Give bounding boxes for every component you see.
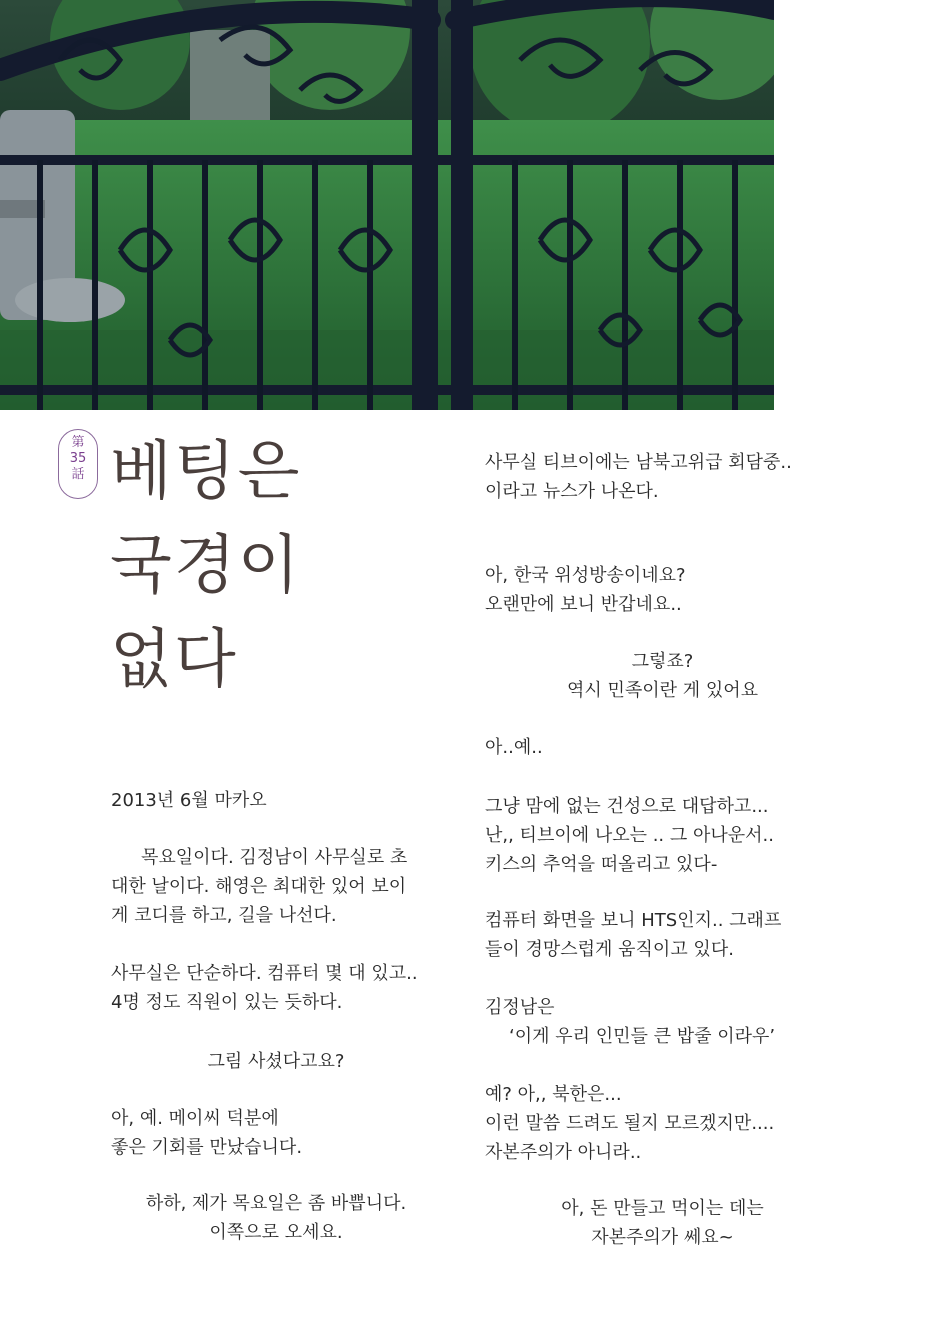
episode-badge	[58, 429, 98, 499]
left-question	[111, 1047, 441, 1076]
right-paragraph-4	[485, 733, 840, 762]
dialogue-line: 그림 사셨다고요?	[207, 1051, 345, 1072]
right-paragraph-6	[485, 906, 840, 964]
text-line: 게 코디를 하고, 길을 나선다.	[111, 905, 337, 926]
right-paragraph-7	[485, 993, 840, 1051]
title-line: 국경이	[110, 529, 302, 603]
text-line: 목요일이다. 김정남이 사무실로 초	[141, 847, 408, 868]
text-line: 오랜만에 보니 반갑네요..	[485, 594, 682, 615]
text-line: 예? 아,, 북한은...	[485, 1084, 622, 1105]
title-line: 없다	[110, 623, 238, 697]
right-paragraph-1	[485, 448, 840, 506]
text-line: 키스의 추억을 떠올리고 있다-	[485, 854, 718, 875]
quote-line: ‘이게 우리 인민들 큰 밥줄 이라우’	[509, 1026, 776, 1047]
right-paragraph-9	[485, 1194, 840, 1252]
right-paragraph-8	[485, 1080, 840, 1167]
left-paragraph-1	[111, 843, 441, 930]
left-paragraph-4	[111, 1189, 441, 1247]
left-paragraph-2	[111, 959, 441, 1017]
dialogue-line: 역시 민족이란 게 있어요	[566, 680, 759, 701]
text-line: 아, 한국 위성방송이네요?	[485, 565, 686, 586]
text-line: 들이 경망스럽게 움직이고 있다.	[485, 939, 734, 960]
left-column	[111, 786, 441, 815]
text-line: 아..예..	[485, 737, 543, 758]
right-paragraph-2	[485, 561, 840, 619]
title-line: 베팅은	[110, 435, 302, 509]
text-line: 이런 말씀 드려도 될지 모르겠지만....	[485, 1113, 775, 1134]
dialogue-line: 자본주의가 쎄요~	[591, 1227, 734, 1248]
dialogue-line: 하하, 제가 목요일은 좀 바쁩니다.	[145, 1193, 407, 1214]
text-line: 대한 날이다. 해영은 최대한 있어 보이	[111, 876, 407, 897]
left-paragraph-3	[111, 1104, 441, 1162]
episode-title	[110, 425, 440, 707]
text-line: 사무실은 단순하다. 컴퓨터 몇 대 있고..	[111, 963, 418, 984]
dialogue-line: 이쪽으로 오세요.	[209, 1222, 343, 1243]
text-line: 난,, 티브이에 나오는 .. 그 아나운서..	[485, 825, 774, 846]
text-line: 그냥 맘에 없는 건성으로 대답하고...	[485, 796, 769, 817]
text-line: 좋은 기회를 만났습니다.	[111, 1137, 303, 1158]
text-line: 아, 예. 메이씨 덕분에	[111, 1108, 279, 1129]
text-line: 이라고 뉴스가 나온다.	[485, 481, 659, 502]
dialogue-line: 아, 돈 만들고 먹이는 데는	[561, 1198, 764, 1219]
episode-label-bottom: 話	[71, 467, 85, 482]
text-line: 컴퓨터 화면을 보니 HTS인지.. 그래프	[485, 910, 782, 931]
episode-label-top: 第	[71, 435, 85, 450]
iron-gate-illustration	[0, 0, 774, 410]
dialogue-line: 그렇죠?	[631, 651, 694, 672]
right-paragraph-5	[485, 792, 840, 879]
text-line: 김정남은	[485, 997, 555, 1018]
gate-photo	[0, 0, 774, 410]
text-line: 자본주의가 아니라..	[485, 1142, 642, 1163]
text-line: 4명 정도 직원이 있는 듯하다.	[111, 992, 343, 1013]
episode-number: 35	[69, 451, 87, 466]
dateline: 2013년 6월 마카오	[111, 790, 267, 811]
right-paragraph-3	[485, 647, 840, 705]
text-line: 사무실 티브이에는 남북고위급 회담중..	[485, 452, 792, 473]
